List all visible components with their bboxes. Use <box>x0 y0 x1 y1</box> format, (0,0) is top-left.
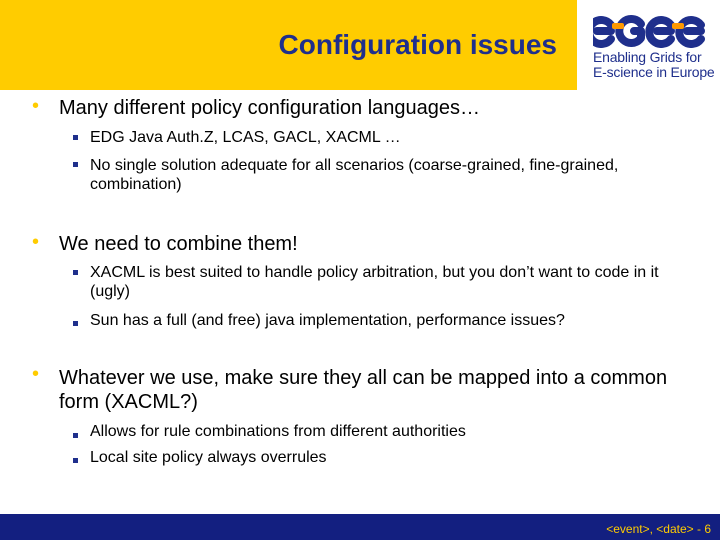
bullet-level2-text: XACML is best suited to handle policy arbitration, but you don’t want to code in it (ugly) <box>90 264 659 300</box>
bullet-level2-text: Allows for rule combinations from different authorities <box>90 423 466 440</box>
bullet-level1-icon: • <box>32 231 40 253</box>
bullet-level2-icon <box>73 433 78 438</box>
bullet-level1-text: Many different policy configuration languages… <box>59 97 480 119</box>
slide-title: Configuration issues <box>278 29 557 60</box>
bullet-level2-text: EDG Java Auth.Z, LCAS, GACL, XACML … <box>90 129 401 146</box>
bullet-level2-text: Sun has a full (and free) java implementation, performance issues? <box>90 312 565 329</box>
footer-event-date-page: <event>, <date> - 6 <box>606 522 711 536</box>
bullet-level1-icon: • <box>32 363 40 385</box>
bullet-level2-icon <box>73 321 78 326</box>
bullet-level2-text: No single solution adequate for all scenarios (coarse-grained, fine-grained, combination) <box>90 157 619 193</box>
bullet-level2-icon <box>73 162 78 167</box>
bullet-level2-icon <box>73 135 78 140</box>
logo-tagline-line1: Enabling Grids for <box>593 49 702 65</box>
bullet-level1-text: We need to combine them! <box>59 233 298 255</box>
bullet-level1-icon: • <box>32 95 40 117</box>
bullet-level2-icon <box>73 270 78 275</box>
bullet-level2-icon <box>73 458 78 463</box>
bullet-level1-text: Whatever we use, make sure they all can be mapped into a common form (XACML?) <box>59 367 668 413</box>
bullet-level2-text: Local site policy always overrules <box>90 449 327 466</box>
footer-bar <box>0 514 720 540</box>
logo-tagline-line2: E-science in Europe <box>593 64 715 80</box>
